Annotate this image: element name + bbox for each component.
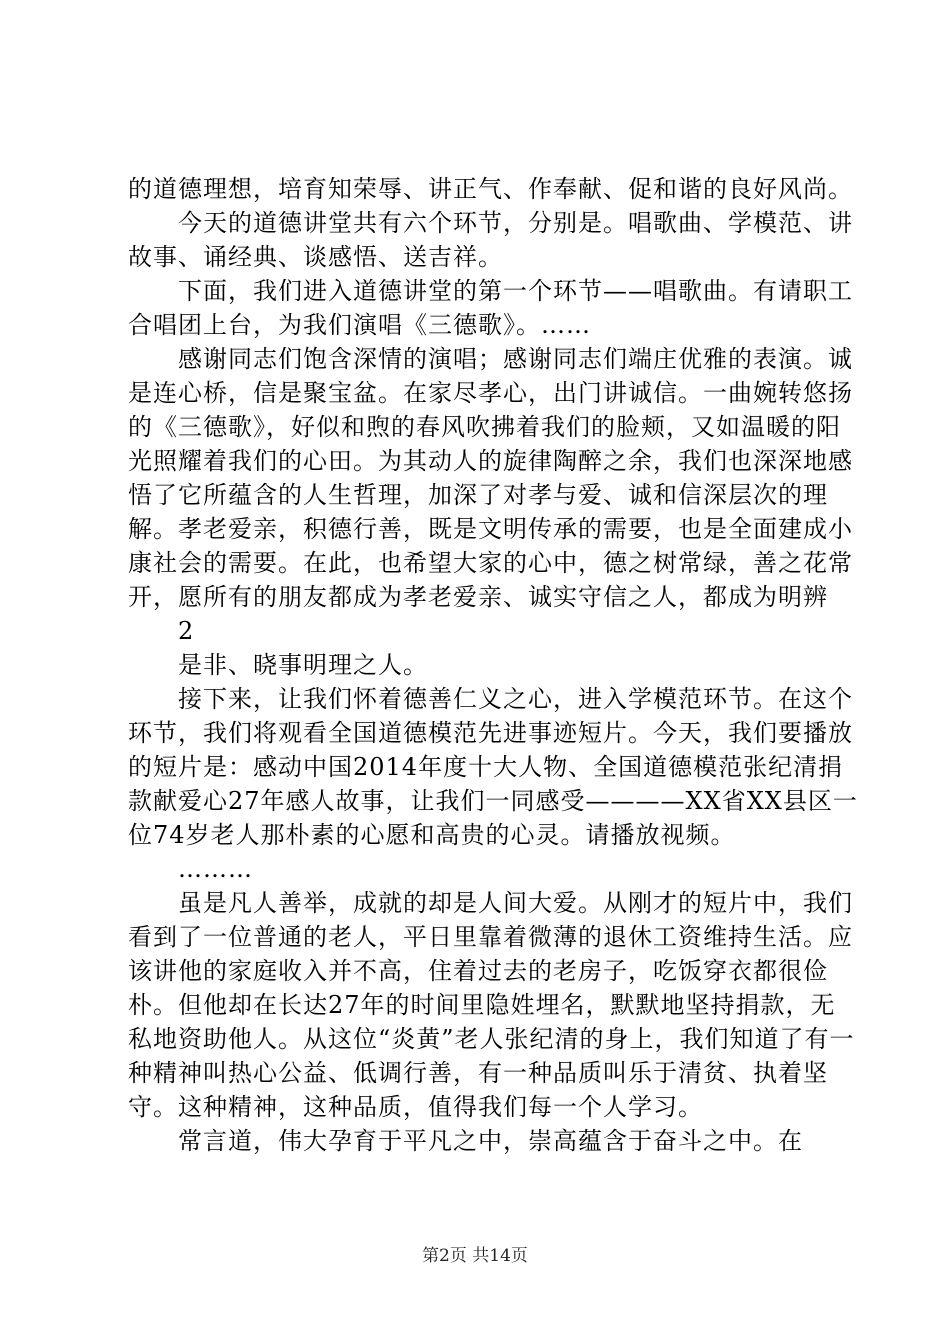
paragraph-sing-songs: 下面，我们进入道德讲堂的第一个环节——唱歌曲。有请职工合唱团上台，为我们演唱《三德歌》。…… bbox=[128, 277, 853, 339]
paragraph-learn-model: 接下来，让我们怀着德善仁义之心，进入学模范环节。在这个环节，我们将观看全国道德模范先进事迹短片。今天，我们要播放的短片是：感动中国2014年度十大人物、全国道德模范张纪清捐款献爱心27年感人故事，让我们一同感受————XX省XX县区一位74岁老人那朴素的心愿和高贵的心灵。请播放视频。 bbox=[128, 685, 858, 849]
page-footer: 第2页 共14页 bbox=[422, 1246, 528, 1266]
paragraph-thanks: 感谢同志们饱含深情的演唱；感谢同志们端庄优雅的表演。诚是连心桥，信是聚宝盆。在家尽孝心，出门讲诚信。一曲婉转悠扬的《三德歌》，好似和煦的春风吹拂着我们的脸颊，又如温暖的阳光照耀着我们的心田。为其动人的旋律陶醉之余，我们也深深地感悟了它所蕴含的人生哲理，加深了对孝与爱、诚和信深层次的理解。孝老爱亲，积德行善，既是文明传承的需要，也是全面建成小康社会的需要。在此，也希望大家的心中，德之树常绿，善之花常开，愿所有的朋友都成为孝老爱亲、诚实守信之人，都成为明辨 bbox=[128, 345, 853, 611]
body-text bbox=[128, 172, 858, 1158]
paragraph-ellipsis: ……… bbox=[178, 855, 253, 883]
paragraph-continued-line: 是非、晓事明理之人。 bbox=[178, 651, 428, 679]
paragraph-great-love: 虽是凡人善举，成就的却是人间大爱。从刚才的短片中，我们看到了一位普通的老人，平日里靠着微薄的退休工资维持生活。应该讲他的家庭收入并不高，住着过去的老房子，吃饭穿衣都很俭朴。但他却在长达27年的时间里隐姓埋名，默默地坚持捐款，无私地资助他人。从这位“炎黄”老人张纪清的身上，我们知道了有一种精神叫热心公益、低调行善，有一种品质叫乐于清贫、执着坚守。这种精神，这种品质，值得我们每一个人学习。 bbox=[128, 889, 855, 1121]
inline-page-marker: 2 bbox=[178, 617, 195, 645]
paragraph-six-sections: 今天的道德讲堂共有六个环节，分别是。唱歌曲、学模范、讲故事、诵经典、谈感悟、送吉祥。 bbox=[128, 209, 853, 271]
paragraph-continuation: 的道德理想，培育知荣辱、讲正气、作奉献、促和谐的良好风尚。 bbox=[128, 175, 853, 203]
paragraph-saying: 常言道，伟大孕育于平凡之中，崇高蕴含于奋斗之中。在 bbox=[178, 1127, 803, 1155]
